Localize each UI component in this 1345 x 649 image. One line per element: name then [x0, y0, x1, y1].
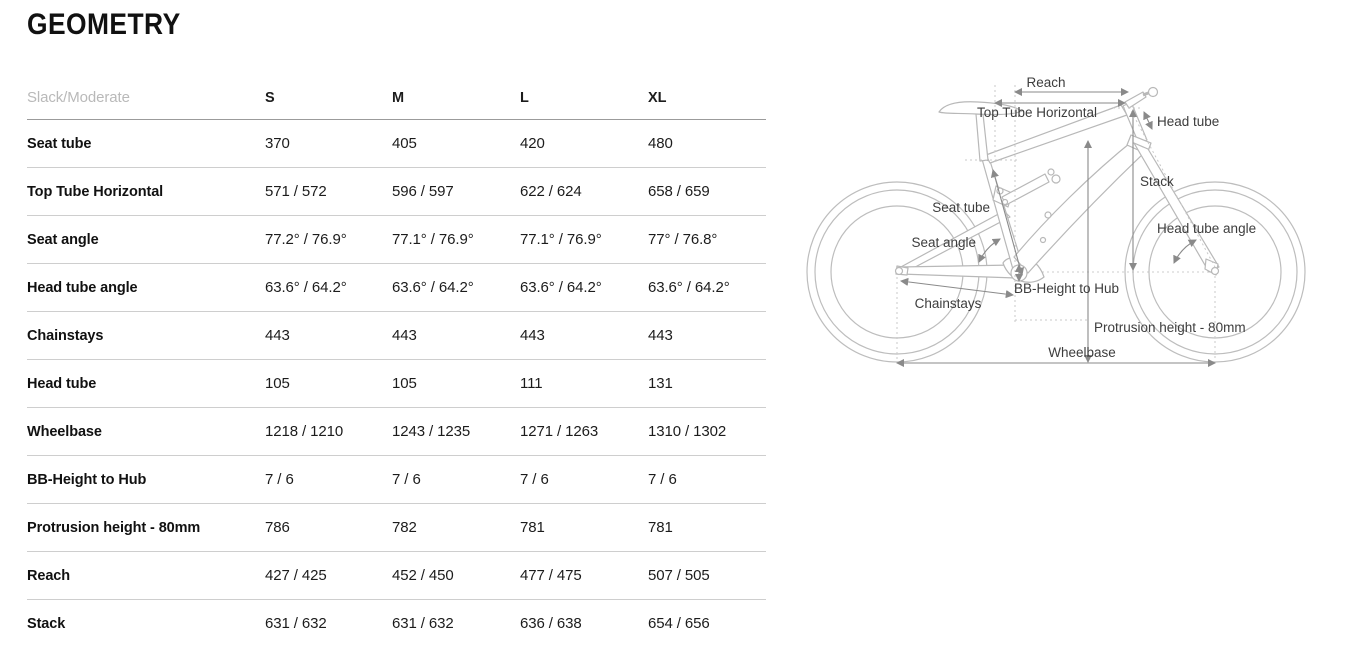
diagram-label-top-tube-horizontal: Top Tube Horizontal: [976, 105, 1098, 120]
bike-geometry-diagram: [800, 55, 1345, 455]
row-value-s: 77.2° / 76.9°: [265, 231, 347, 248]
row-value-m: 405: [392, 135, 417, 152]
diagram-label-stack: Stack: [1140, 174, 1174, 189]
row-value-xl: 654 / 656: [648, 615, 710, 632]
row-value-xl: 77° / 76.8°: [648, 231, 718, 248]
rear-shock: [1002, 174, 1049, 205]
row-value-m: 63.6° / 64.2°: [392, 279, 474, 296]
row-value-xl: 63.6° / 64.2°: [648, 279, 730, 296]
frame-pivot: [1041, 238, 1046, 243]
diagram-label-wheelbase: Wheelbase: [1048, 345, 1116, 360]
frame-pivot: [1045, 212, 1051, 218]
row-value-m: 7 / 6: [392, 471, 421, 488]
row-value-xl: 480: [648, 135, 673, 152]
table-row-reach: [27, 552, 766, 600]
diagram-label-seat-tube: Seat tube: [932, 200, 990, 215]
header-col-xl: XL: [648, 89, 667, 106]
down-tube: [1014, 139, 1146, 273]
table-row-chainstays: [27, 312, 766, 360]
diagram-label-protrusion-height: Protrusion height - 80mm: [1094, 320, 1246, 335]
row-label: Top Tube Horizontal: [27, 183, 164, 200]
diagram-label-seat-angle: Seat angle: [911, 235, 976, 250]
header-mode-label: Slack/Moderate: [27, 89, 130, 106]
row-value-m: 452 / 450: [392, 567, 454, 584]
row-value-l: 63.6° / 64.2°: [520, 279, 602, 296]
row-value-m: 443: [392, 327, 417, 344]
row-label: Seat tube: [27, 135, 92, 152]
row-label: Head tube angle: [27, 279, 138, 296]
row-label: Reach: [27, 567, 71, 584]
chainstays-arrow: [901, 281, 1013, 295]
rocker-pivot: [1003, 200, 1008, 205]
row-value-s: 427 / 425: [265, 567, 327, 584]
row-label: Protrusion height - 80mm: [27, 519, 201, 536]
row-value-l: 1271 / 1263: [520, 423, 599, 440]
table-row-seat-angle: [27, 216, 766, 264]
row-label: Seat angle: [27, 231, 99, 248]
page-title: GEOMETRY: [27, 8, 181, 41]
row-value-l: 420: [520, 135, 545, 152]
row-value-s: 105: [265, 375, 290, 392]
table-row-protrusion-height: [27, 504, 766, 552]
header-col-m: M: [392, 89, 404, 106]
row-value-l: 622 / 624: [520, 183, 582, 200]
table-row-stack: [27, 600, 766, 647]
row-value-xl: 131: [648, 375, 673, 392]
row-value-s: 1218 / 1210: [265, 423, 344, 440]
row-value-m: 631 / 632: [392, 615, 454, 632]
bike-diagram-svg: [800, 55, 1345, 455]
shock-mount-pivot: [1048, 169, 1054, 175]
front-axle: [1212, 268, 1219, 275]
row-value-s: 7 / 6: [265, 471, 294, 488]
handlebar-grip: [1149, 88, 1158, 97]
header-col-s: S: [265, 89, 275, 106]
geometry-table-header: [27, 76, 766, 120]
row-value-xl: 507 / 505: [648, 567, 710, 584]
chain-stay: [899, 265, 1016, 278]
row-value-l: 111: [520, 375, 543, 392]
row-value-m: 1243 / 1235: [392, 423, 471, 440]
row-value-xl: 443: [648, 327, 673, 344]
table-row-head-tube-angle: [27, 264, 766, 312]
row-value-l: 443: [520, 327, 545, 344]
row-value-s: 370: [265, 135, 290, 152]
table-row-seat-tube: [27, 120, 766, 168]
row-value-s: 786: [265, 519, 290, 536]
row-value-l: 636 / 638: [520, 615, 582, 632]
diagram-label-reach: Reach: [1026, 75, 1066, 90]
diagram-label-head-tube-angle: Head tube angle: [1157, 221, 1257, 236]
row-value-l: 781: [520, 519, 545, 536]
row-value-s: 443: [265, 327, 290, 344]
row-value-l: 7 / 6: [520, 471, 549, 488]
row-label: Stack: [27, 615, 66, 632]
diagram-label-bb-height-to-hub: BB-Height to Hub: [1014, 281, 1120, 296]
header-col-l: L: [520, 89, 529, 106]
head-tube-arrow: [1144, 112, 1152, 129]
row-value-xl: 781: [648, 519, 673, 536]
table-row-top-tube-horizontal: [27, 168, 766, 216]
row-value-m: 596 / 597: [392, 183, 454, 200]
row-value-xl: 658 / 659: [648, 183, 710, 200]
row-value-m: 77.1° / 76.9°: [392, 231, 474, 248]
row-value-s: 63.6° / 64.2°: [265, 279, 347, 296]
row-label: Chainstays: [27, 327, 104, 344]
fork-leg: [1134, 143, 1219, 272]
row-value-xl: 7 / 6: [648, 471, 677, 488]
shock-mount-pivot: [1052, 175, 1060, 183]
seat-post: [976, 114, 988, 161]
row-label: Head tube: [27, 375, 97, 392]
table-row-wheelbase: [27, 408, 766, 456]
diagram-label-head-tube: Head tube: [1157, 114, 1220, 129]
row-label: BB-Height to Hub: [27, 471, 147, 488]
row-value-xl: 1310 / 1302: [648, 423, 727, 440]
row-label: Wheelbase: [27, 423, 102, 440]
geometry-table: [27, 76, 766, 647]
table-row-bb-height: [27, 456, 766, 504]
row-value-m: 782: [392, 519, 417, 536]
table-row-head-tube: [27, 360, 766, 408]
row-value-s: 631 / 632: [265, 615, 327, 632]
diagram-label-chainstays: Chainstays: [914, 296, 982, 311]
row-value-l: 77.1° / 76.9°: [520, 231, 602, 248]
rear-axle: [896, 268, 903, 275]
row-value-s: 571 / 572: [265, 183, 327, 200]
row-value-l: 477 / 475: [520, 567, 582, 584]
row-value-m: 105: [392, 375, 417, 392]
